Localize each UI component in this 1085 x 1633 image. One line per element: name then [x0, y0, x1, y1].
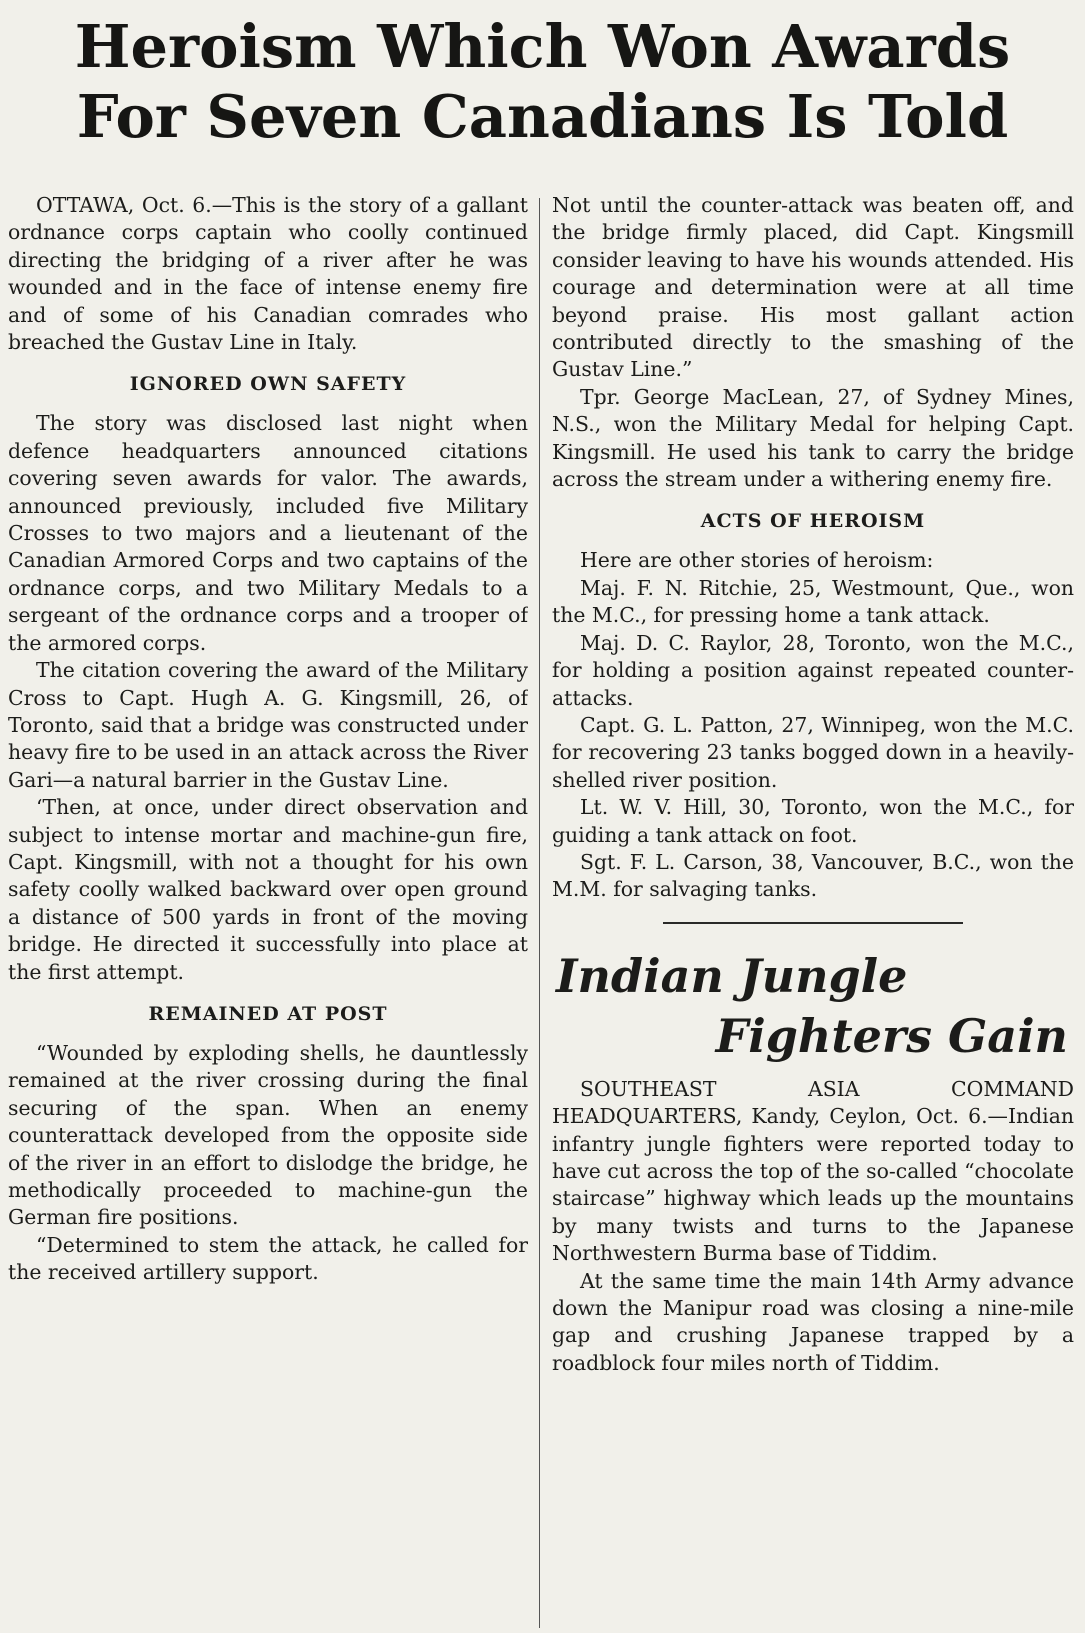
dateline-paragraph: SOUTHEAST ASIA COMMAND HEADQUARTERS, Kandy, Ceylon, Oct. 6.—Indian infantry jungle fighters were reported today to have cut across the top of the so-called “chocolate staircase” highway which leads up the mountains by many twists and turns to the Japanese Northwestern Burma base of Tiddim. [552, 1076, 1074, 1266]
article-columns [0, 192, 1085, 1633]
paragraph: Tpr. George MacLean, 27, of Sydney Mines, N.S., won the Military Medal for helping Capt. Kingsmill. He used his tank to carry the bridge across the stream under a withering enemy fire. [552, 384, 1074, 492]
headline-line-2: For Seven Canadians Is Told [76, 82, 1009, 151]
article-separator-rule [663, 922, 963, 924]
paragraph: The story was disclosed last night when defence headquarters announced citations covering seven awards for valor. The awards, announced previously, included five Military Crosses to two majors and a lieutenant of the Canadian Armored Corps and two captains of the ordnance corps, and two Military Medals to a sergeant of the ordnance corps and a trooper of the armored corps. [8, 411, 528, 655]
paragraph: At the same time the main 14th Army advance down the Manipur road was closing a nine-mile gap and crushing Japanese trapped by a roadblock four miles north of Tiddim. [552, 1268, 1074, 1375]
paragraph: Capt. G. L. Patton, 27, Winnipeg, won the M.C. for recovering 23 tanks bogged down in a heavily-shelled river position. [552, 712, 1074, 792]
subhead-acts-of-heroism: ACTS OF HEROISM [700, 510, 926, 533]
left-column [8, 192, 528, 1287]
paragraph: Lt. W. V. Hill, 30, Toronto, won the M.C., for guiding a tank attack on foot. [552, 795, 1074, 847]
right-column [552, 192, 1074, 1377]
paragraph: Sgt. F. L. Carson, 38, Vancouver, B.C., won the M.M. for salvaging tanks. [552, 849, 1074, 902]
paragraph: “Determined to stem the attack, he called for the received artillery support. [8, 1232, 528, 1285]
paragraph: Maj. D. C. Raylor, 28, Toronto, won the M.C., for holding a position against repeated counter-attacks. [552, 630, 1074, 710]
subhead-ignored-own-safety: IGNORED OWN SAFETY [129, 373, 407, 396]
second-headline-line-1: Indian Jungle [556, 948, 908, 1003]
main-headline [0, 12, 1085, 152]
second-headline [552, 946, 1074, 1066]
headline-line-1: Heroism Which Won Awards [74, 12, 1011, 81]
paragraph: Here are other stories of heroism: [580, 548, 934, 573]
newspaper-page [0, 12, 1085, 1633]
paragraph: Not until the counter-attack was beaten off, and the bridge firmly placed, did Capt. Kingsmill consider leaving to have his wounds attended. His courage and determination were at all time beyond praise. His most gallant action contributed directly to the smashing of the Gustav Line.” [552, 193, 1074, 382]
dateline-paragraph: OTTAWA, Oct. 6.—This is the story of a gallant ordnance corps captain who coolly continued directing the bridging of a river after he was wounded and in the face of intense enemy fire and of some of his Canadian comrades who breached the Gustav Line in Italy. [8, 193, 528, 355]
subhead-remained-at-post: REMAINED AT POST [148, 1002, 388, 1025]
second-headline-line-2: Fighters Gain [715, 1008, 1068, 1063]
paragraph: The citation covering the award of the Military Cross to Capt. Hugh A. G. Kingsmill, 26, of Toronto, said that a bridge was constructed under heavy fire to be used in an attack across the River Gari—a natural barrier in the Gustav Line. [8, 658, 528, 792]
paragraph: “Wounded by exploding shells, he dauntlessly remained at the river crossing during the final securing of the span. When an enemy counterattack developed from the opposite side of the river in an effort to dislodge the bridge, he methodically proceeded to machine-gun the German fire positions. [8, 1040, 528, 1230]
paragraph: ‘Then, at once, under direct observation and subject to intense mortar and machine-gun fire, Capt. Kingsmill, with not a thought for his own safety coolly walked backward over open ground a distance of 500 yards in front of the moving bridge. He directed it successfully into place at the first attempt. [8, 795, 528, 984]
paragraph: Maj. F. N. Ritchie, 25, Westmount, Que., won the M.C., for pressing home a tank attack. [552, 575, 1074, 628]
